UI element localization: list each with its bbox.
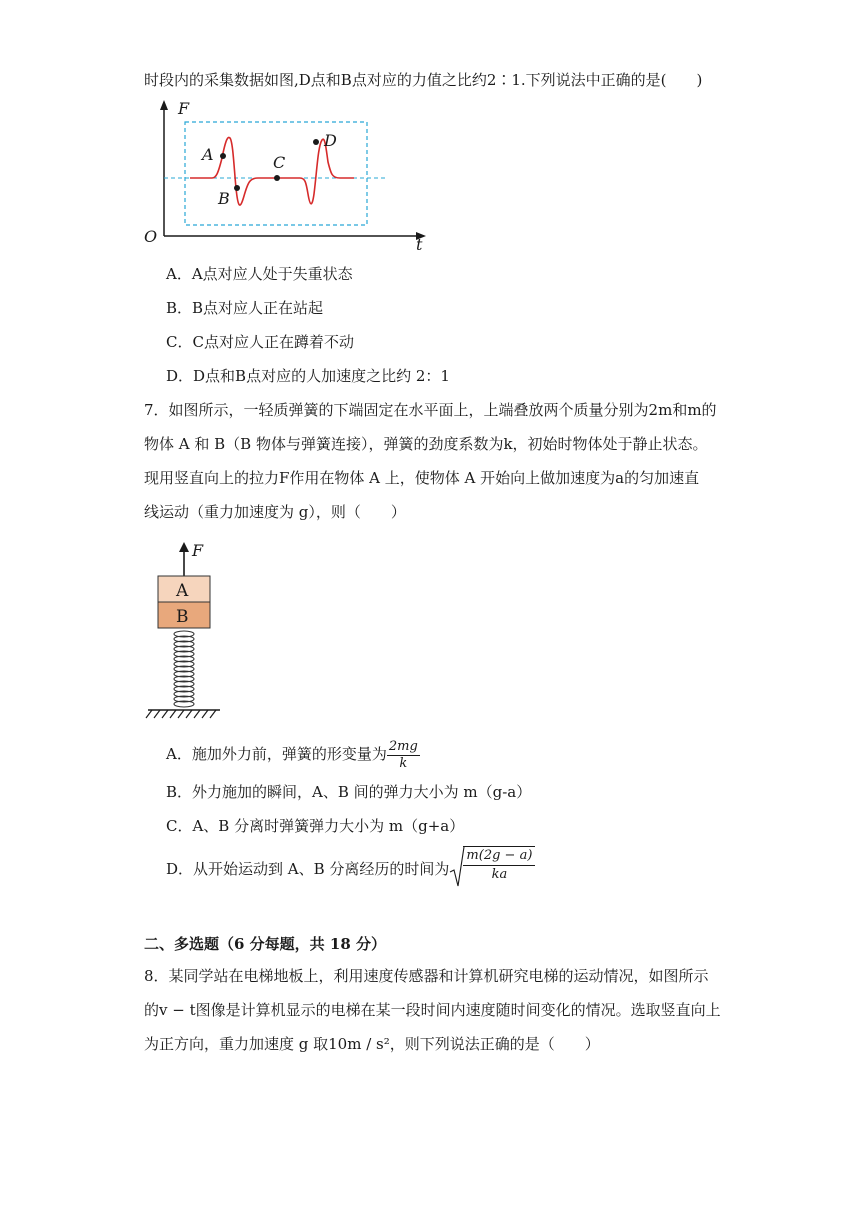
q8-stem-line-1: 8．某同学站在电梯地板上，利用速度传感器和计算机研究电梯的运动情况，如图所示	[144, 967, 709, 985]
point-label-a: A	[202, 145, 214, 164]
point-d-dot	[313, 139, 319, 145]
origin-label: O	[144, 227, 158, 246]
q7-stem-line-4: 线运动（重力加速度为 g），则（ ）	[144, 503, 406, 521]
q7-option-a-fraction: $\frac{2mg}{k}$	[388, 738, 418, 771]
q7-option-c: C．A、B 分离时弹簧弹力大小为 m（g+a）	[166, 817, 465, 835]
point-label-b: B	[218, 189, 230, 208]
axis-label-f: F	[178, 99, 190, 118]
force-label: F	[192, 541, 204, 560]
point-b-dot	[234, 185, 240, 191]
axis-label-t: t	[416, 235, 423, 254]
point-a-dot	[220, 153, 226, 159]
q7-option-b: B．外力施加的瞬间，A、B 间的弹力大小为 m（g-a）	[166, 783, 532, 801]
q8-stem-line-3: 为正方向，重力加速度 g 取10m / s²，则下列说法正确的是（ ）	[144, 1035, 600, 1053]
q6-option-b: B．B点对应人正在站起	[166, 299, 324, 317]
q7-option-a	[166, 736, 420, 772]
q7-option-d	[166, 846, 535, 888]
q6-stem: 时段内的采集数据如图,D点和B点对应的力值之比约2∶1.下列说法中正确的是( )	[144, 71, 703, 89]
q7-option-d-sqrt: $\frac{m(2g - a)}{ka}$	[449, 846, 535, 894]
q6-option-c: C．C点对应人正在蹲着不动	[166, 333, 354, 351]
q7-option-d-text: D．从开始运动到 A、B 分离经历的时间为	[166, 860, 450, 878]
point-label-d: D	[324, 131, 337, 150]
block-b-label: B	[176, 607, 189, 627]
point-label-c: C	[273, 153, 286, 172]
q7-stem-line-1: 7．如图所示，一轻质弹簧的下端固定在水平面上，上端叠放两个质量分别为2m和m的	[144, 401, 717, 419]
q7-stem-line-2: 物体 A 和 B（B 物体与弹簧连接），弹簧的劲度系数为k，初始时物体处于静止状态。	[144, 435, 708, 453]
point-c-dot	[274, 175, 280, 181]
force-time-graph	[140, 98, 440, 254]
q7-stem-line-3: 现用竖直向上的拉力F作用在物体 A 上，使物体 A 开始向上做加速度为a的匀加速直	[144, 469, 700, 487]
section-heading-multiple-choice: 二、多选题（6 分每题，共 18 分）	[144, 935, 386, 953]
q8-stem-line-2: 的v − t图像是计算机显示的电梯在某一段时间内速度随时间变化的情况。选取竖直向上	[144, 1001, 721, 1019]
q6-option-a: A．A点对应人处于失重状态	[166, 265, 353, 283]
spring-block-figure	[144, 538, 234, 722]
q7-option-a-text: A．施加外力前，弹簧的形变量为	[166, 745, 387, 763]
q6-option-d: D．D点和B点对应的人加速度之比约 2：1	[166, 367, 450, 385]
block-a-label: A	[176, 581, 189, 601]
